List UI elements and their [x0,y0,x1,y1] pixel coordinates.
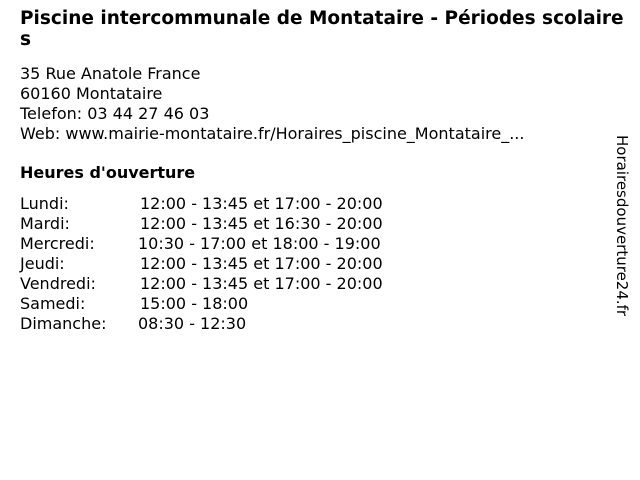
day-label: Vendredi: [20,274,96,293]
day-label: Samedi: [20,294,86,313]
time-value: 12:00 - 13:45 et 16:30 - 20:00 [140,214,383,233]
time-value: 12:00 - 13:45 et 17:00 - 20:00 [140,274,383,293]
day-label: Lundi: [20,194,69,213]
phone-number: Telefon: 03 44 27 46 03 [20,104,210,123]
address-block [20,64,524,144]
day-label: Mercredi: [20,234,95,253]
opening-hours-heading: Heures d'ouverture [20,163,196,182]
time-value: 15:00 - 18:00 [140,294,249,313]
time-value: 08:30 - 12:30 [138,314,247,333]
time-value: 12:00 - 13:45 et 17:00 - 20:00 [140,194,383,213]
day-label: Mardi: [20,214,70,233]
website-link[interactable]: Web: www.mairie-montataire.fr/Horaires_piscine_Montataire_... [20,124,525,143]
day-label: Dimanche: [20,314,107,333]
page-title: Piscine intercommunale de Montataire - Périodes scolaires [20,8,624,50]
time-value: 12:00 - 13:45 et 17:00 - 20:00 [140,254,383,273]
day-label: Jeudi: [20,254,65,273]
brand-watermark[interactable]: Horairesdouverture24.fr [613,135,631,317]
street-address: 35 Rue Anatole France [20,64,201,83]
city-address: 60160 Montataire [20,84,163,103]
time-value: 10:30 - 17:00 et 18:00 - 19:00 [138,234,381,253]
